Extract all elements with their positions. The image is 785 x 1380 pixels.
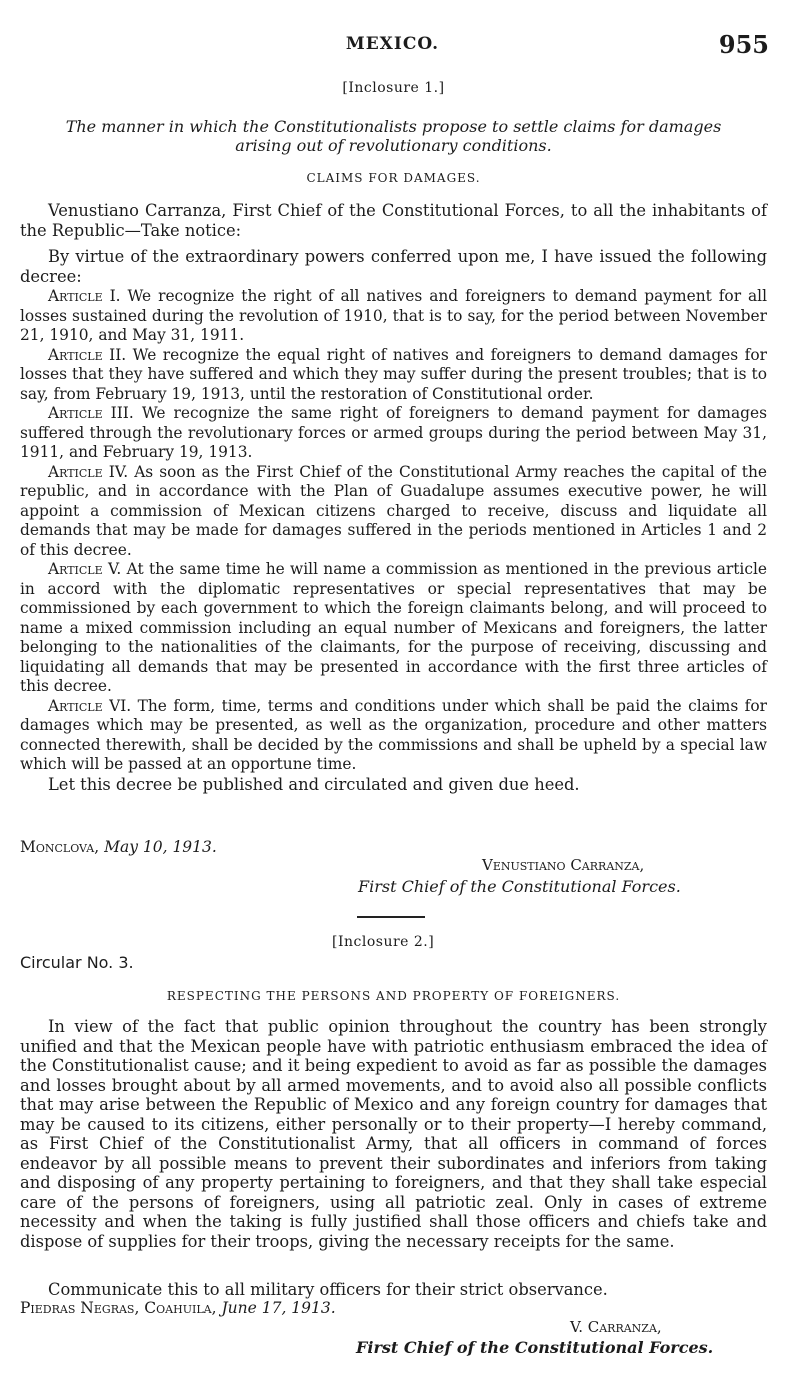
inclosure-1-title bbox=[20, 117, 767, 155]
circular-body: In view of the fact that public opinion throughout the country has been strongly unified and that the Mexican people have with patriotic enthusiasm embraced the idea of the Constitutionalist cause; and it being expedient to avoid as far as possible the damages and losses brought about by all armed movements, and to avoid also all possible conflicts that may arise between the Republic of Mexico and any foreign country for damages that may be caused to its citizens, either personally or to their property—I hereby command, as First Chief of the Constitutionalist Army, that all officers in command of forces endeavor by all possible means to prevent their subordinates and inferiors from taking and disposing of any property pertaining to foreigners, and that they shall take especial care of the persons of foreigners, using all patriotic zeal. Only in cases of extreme necessity and when the taking is fully justified shall those officers and chiefs take and dispose of supplies for their troops, giving the necessary receipts for the same. bbox=[20, 1017, 767, 1251]
article-6-text: The form, time, terms and conditions under which shall be paid the claims for damages which may be presented, as well as the organization, procedure and other matters connected therewith, shall be decided by the commissions and shall be upheld by a special law which will be passed at an opportune time. bbox=[20, 696, 767, 773]
running-head-title: MEXICO. bbox=[345, 34, 440, 54]
decree-closing: Let this decree be published and circulated and given due heed. bbox=[48, 774, 580, 794]
article-3-label: Article III. bbox=[48, 404, 134, 422]
running-head bbox=[0, 30, 785, 59]
dateline-2 bbox=[20, 1299, 767, 1317]
article-4-text: As soon as the First Chief of the Constitutional Army reaches the capital of the republic, and in accordance with the Plan of Guadalupe assumes executive power, he will appoint a commission of Mexican citizens charged to receive, discuss and liquidate all demands that may be made for damages suffered in the periods mentioned in Articles 1 and 2 of this decree. bbox=[20, 462, 767, 559]
article-2-label: Article II. bbox=[48, 345, 127, 364]
dateline-1 bbox=[20, 838, 767, 856]
signer-2-title: First Chief of the Constitutional Forces. bbox=[356, 1338, 714, 1357]
claims-heading: CLAIMS FOR DAMAGES. bbox=[306, 171, 481, 185]
address-paragraph: Venustiano Carranza, First Chief of the Constitutional Forces, to all the inhabitants of the Republic—Take notice: bbox=[20, 201, 767, 240]
section-divider bbox=[357, 916, 425, 918]
preamble-paragraph: By virtue of the extraordinary powers conferred upon me, I have issued the following decree: bbox=[20, 247, 767, 286]
page-number: 955 bbox=[718, 30, 769, 59]
inclosure-1-label: [Inclosure 1.] bbox=[342, 80, 445, 96]
dateline-2-date: June 17, 1913. bbox=[221, 1299, 336, 1317]
article-1-text: We recognize the right of all natives and foreigners to demand payment for all losses sustained during the revolution of 1910, that is to say, for the period between November 21, 1910, and May 31, 1911. bbox=[20, 287, 767, 344]
article-5 bbox=[20, 560, 767, 697]
inclosure-2-label: [Inclosure 2.] bbox=[332, 934, 435, 950]
article-4-label: Article IV. bbox=[48, 462, 129, 481]
articles-block bbox=[20, 287, 767, 795]
article-6-label: Article VI. bbox=[48, 696, 132, 715]
dateline-1-place: Monclova, bbox=[20, 838, 100, 856]
signer-1: Venustiano Carranza, bbox=[482, 856, 645, 874]
signer-1-title: First Chief of the Constitutional Forces. bbox=[358, 877, 681, 896]
article-3-text: We recognize the same right of foreigners to demand payment for damages suffered through the revolutionary forces or armed groups during the period between May 31, 1911, and February 19, 1913. bbox=[20, 404, 767, 461]
circular-closing: Communicate this to all military officers for their strict observance. bbox=[48, 1280, 608, 1299]
article-1 bbox=[20, 287, 767, 346]
article-5-label: Article V. bbox=[48, 560, 122, 578]
article-2 bbox=[20, 346, 767, 405]
article-4 bbox=[20, 463, 767, 561]
signer-2: V. Carranza, bbox=[570, 1318, 662, 1336]
article-1-label: Article I. bbox=[48, 287, 121, 305]
inclosure-1-title-line-2: arising out of revolutionary conditions. bbox=[235, 136, 552, 155]
dateline-1-date: May 10, 1913. bbox=[104, 838, 217, 856]
article-2-text: We recognize the equal right of natives and foreigners to demand damages for losses that they have suffered and which they may suffer during the present troubles; that is to say, from February 19, 1913, until the restoration of Constitutional order. bbox=[20, 345, 767, 403]
persons-property-heading: RESPECTING THE PERSONS AND PROPERTY OF FOREIGNERS. bbox=[166, 989, 621, 1003]
article-6 bbox=[20, 697, 767, 775]
article-3 bbox=[20, 404, 767, 463]
circular-number: Circular No. 3. bbox=[20, 953, 134, 972]
article-5-text: At the same time he will name a commission as mentioned in the previous article in accord with the diplomatic representatives or special representatives that may be commissioned by each government to which the foreign claimants belong, and will proceed to name a mixed commission including an equal number of Mexicans and foreigners, the latter belonging to the nationalities of the claimants, for the purpose of receiving, discussing and liquidating all demands that may be presented in accordance with the first three articles of this decree. bbox=[20, 560, 768, 695]
inclosure-1-title-line-1: The manner in which the Constitutionalists propose to settle claims for damages bbox=[65, 117, 722, 136]
dateline-2-place: Piedras Negras, Coahuila, bbox=[20, 1299, 217, 1317]
